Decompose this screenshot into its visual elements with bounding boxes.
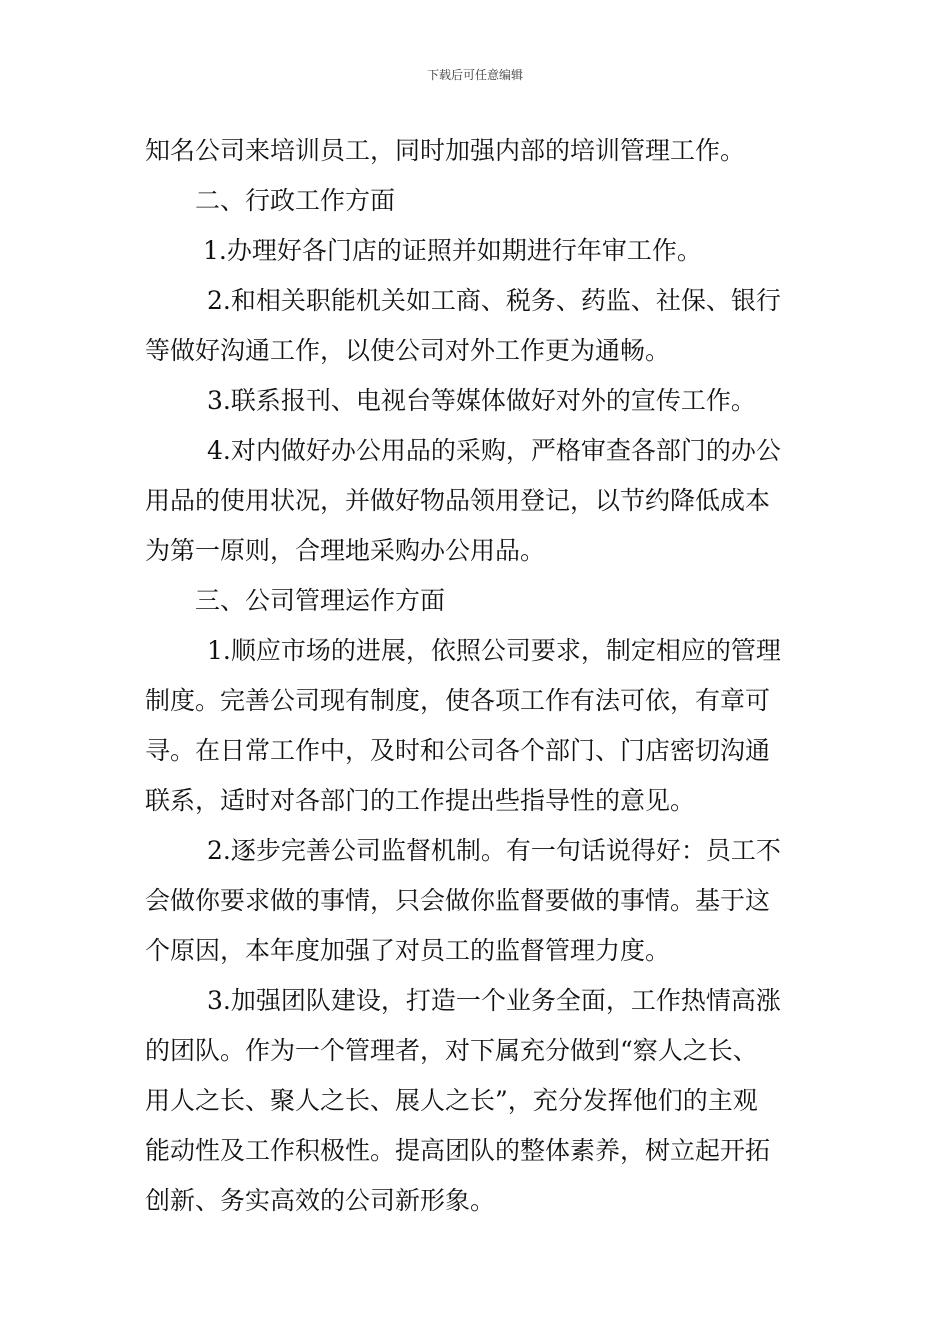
list-item-line: 2.逐步完善公司监督机制。有一句话说得好：员工不 bbox=[207, 836, 781, 865]
paragraph-line: 为第一原则，合理地采购办公用品。 bbox=[145, 536, 546, 565]
list-item-line: 1.办理好各门店的证照并如期进行年审工作。 bbox=[203, 236, 702, 265]
paragraph-line: 创新、务实高效的公司新形象。 bbox=[145, 1186, 496, 1215]
list-item-line: 4.对内做好办公用品的采购，严格审查各部门的办公 bbox=[207, 436, 781, 465]
paragraph-line: 用品的使用状况，并做好物品领用登记，以节约降低成本 bbox=[145, 486, 771, 515]
paragraph-line: 寻。在日常工作中，及时和公司各个部门、门店密切沟通 bbox=[145, 736, 771, 765]
paragraph-line: 联系，适时对各部门的工作提出些指导性的意见。 bbox=[145, 786, 696, 815]
list-item-line: 2.和相关职能机关如工商、税务、药监、社保、银行 bbox=[207, 286, 781, 315]
section-heading-management: 三、公司管理运作方面 bbox=[195, 586, 446, 615]
paragraph-line: 能动性及工作积极性。提高团队的整体素养，树立起开拓 bbox=[145, 1136, 771, 1165]
paragraph-line: 的团队。作为一个管理者，对下属充分做到“察人之长、 bbox=[145, 1036, 758, 1065]
list-item-line: 3.加强团队建设，打造一个业务全面，工作热情高涨 bbox=[207, 986, 781, 1015]
paragraph-line: 知名公司来培训员工，同时加强内部的培训管理工作。 bbox=[145, 136, 746, 165]
paragraph-line: 等做好沟通工作，以使公司对外工作更为通畅。 bbox=[145, 336, 671, 365]
paragraph-line: 制度。完善公司现有制度，使各项工作有法可依，有章可 bbox=[145, 686, 771, 715]
paragraph-line: 用人之长、聚人之长、展人之长”，充分发挥他们的主观 bbox=[145, 1086, 758, 1115]
page-header-note: 下载后可任意编辑 bbox=[426, 68, 523, 82]
list-item-line: 1.顺应市场的进展，依照公司要求，制定相应的管理 bbox=[207, 636, 781, 665]
list-item-line: 3.联系报刊、电视台等媒体做好对外的宣传工作。 bbox=[207, 386, 756, 415]
section-heading-admin: 二、行政工作方面 bbox=[195, 186, 396, 215]
paragraph-line: 会做你要求做的事情，只会做你监督要做的事情。基于这 bbox=[145, 886, 771, 915]
document-body bbox=[145, 126, 810, 1226]
paragraph-line: 个原因，本年度加强了对员工的监督管理力度。 bbox=[145, 936, 671, 965]
